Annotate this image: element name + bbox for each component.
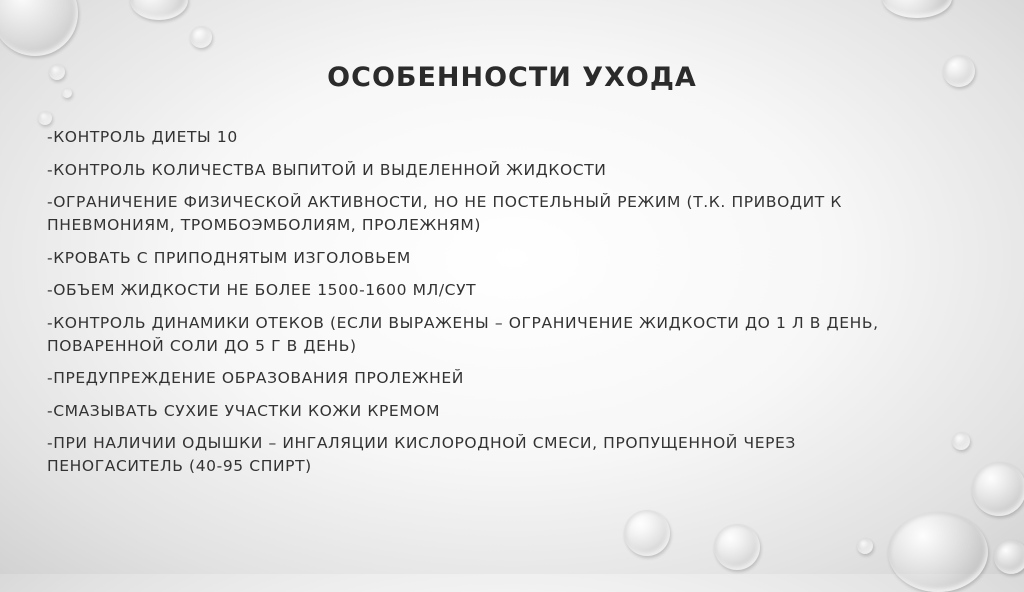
list-item: -СМАЗЫВАТЬ СУХИЕ УЧАСТКИ КОЖИ КРЕМОМ: [47, 401, 441, 420]
water-drop-decoration: [714, 524, 760, 570]
water-drop-decoration: [130, 0, 188, 20]
water-drop-decoration: [624, 510, 670, 556]
list-item: -ПРИ НАЛИЧИИ ОДЫШКИ – ИНГАЛЯЦИИ КИСЛОРОДНОЙ СМЕСИ, ПРОПУЩЕННОЙ ЧЕРЕЗ ПЕНОГАСИТЕЛЬ (40-95 СПИРТ): [47, 434, 796, 475]
water-drop-decoration: [972, 462, 1024, 516]
water-drop-decoration: [190, 26, 212, 48]
water-drop-decoration: [0, 0, 78, 56]
water-drop-decoration: [857, 538, 873, 554]
water-drop-decoration: [38, 111, 52, 125]
list-item: -КОНТРОЛЬ ДИЕТЫ 10: [47, 128, 238, 146]
care-list: [47, 126, 927, 488]
water-drop-decoration: [994, 540, 1024, 574]
list-item: -КОНТРОЛЬ ДИНАМИКИ ОТЕКОВ (ЕСЛИ ВЫРАЖЕНЫ – ОГРАНИЧЕНИЕ ЖИДКОСТИ ДО 1 Л В ДЕНЬ, ПОВАРЕННОЙ СОЛИ ДО 5 Г В ДЕНЬ): [47, 313, 879, 355]
water-drop-decoration: [882, 0, 952, 18]
list-item: -ПРЕДУПРЕЖДЕНИЕ ОБРАЗОВАНИЯ ПРОЛЕЖНЕЙ: [47, 369, 465, 387]
list-item: -КОНТРОЛЬ КОЛИЧЕСТВА ВЫПИТОЙ И ВЫДЕЛЕННОЙ ЖИДКОСТИ: [47, 160, 607, 179]
list-item: -КРОВАТЬ С ПРИПОДНЯТЫМ ИЗГОЛОВЬЕМ: [47, 248, 411, 267]
water-drop-decoration: [952, 432, 970, 450]
water-drop-decoration: [888, 512, 988, 592]
list-item: -ОБЪЕМ ЖИДКОСТИ НЕ БОЛЕЕ 1500-1600 МЛ/СУТ: [47, 281, 477, 299]
list-item: -ОГРАНИЧЕНИЕ ФИЗИЧЕСКОЙ АКТИВНОСТИ, НО НЕ ПОСТЕЛЬНЫЙ РЕЖИМ (Т.К. ПРИВОДИТ К ПНЕВМОНИЯМ, ТРОМБОЭМБОЛИЯМ, ПРОЛЕЖНЯМ): [47, 193, 842, 234]
slide-title: ОСОБЕННОСТИ УХОДА: [327, 62, 697, 93]
